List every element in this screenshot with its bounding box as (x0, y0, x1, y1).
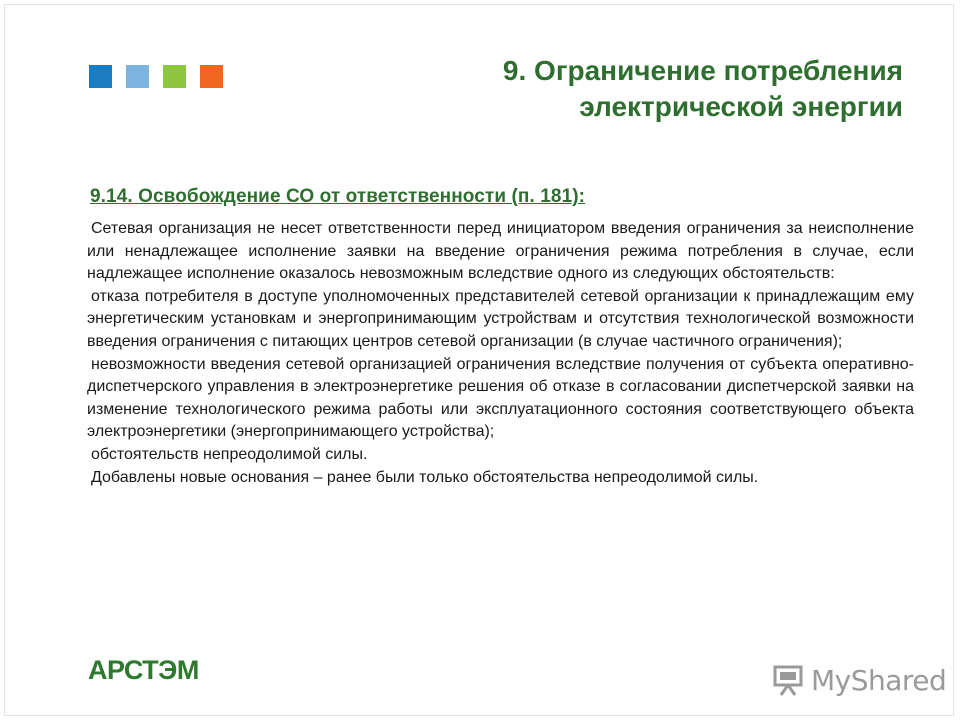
square-green (163, 65, 186, 88)
paragraph-item-3: обстоятельств непреодолимой силы. (91, 445, 368, 463)
title-line-1: 9. Ограничение потребления (502, 55, 903, 86)
title-line-2: электрической энергии (579, 91, 903, 122)
square-orange (200, 65, 223, 88)
body-text (87, 218, 914, 489)
paragraph-intro: Сетевая организация не несет ответственности перед инициатором введения ограничения за неисполнение или ненадлежащее исполнение заявки на введение ограничения режима потребления в случае, если надлежащее исполнение оказалось невозможным вследствие одного из следующих обстоятельств: (87, 220, 914, 283)
paragraph-item-2: невозможности введения сетевой организацией ограничения вследствие получения от субъекта оперативно-диспетчерского управления в электроэнергетике решения об отказе в согласовании диспетчерской заявки на изменение технологического режима работы или эксплуатационного состояния соответствующего объекта электроэнергетики (энергопринимающего устройства); (87, 355, 914, 441)
section-heading: 9.14. Освобождение СО от ответственности (п. 181): (90, 186, 586, 207)
square-light-blue (126, 65, 149, 88)
slide-title (343, 53, 903, 125)
brand-logo: АРСТЭМ (88, 655, 199, 685)
watermark-text: MyShared (811, 663, 947, 697)
square-blue (89, 65, 112, 88)
presentation-board-icon (771, 663, 805, 697)
paragraph-note: Добавлены новые основания – ранее были только обстоятельства непреодолимой силы. (91, 468, 759, 486)
slide (4, 4, 954, 716)
paragraph-item-1: отказа потребителя в доступе уполномоченных представителей сетевой организации к принадлежащим ему энергетическим установкам и энергопринимающим устройствам и отсутствия технологической возможности введения ограничения с питающих центров сетевой организации (в случае частичного ограничения); (87, 287, 914, 350)
watermark (771, 660, 946, 700)
